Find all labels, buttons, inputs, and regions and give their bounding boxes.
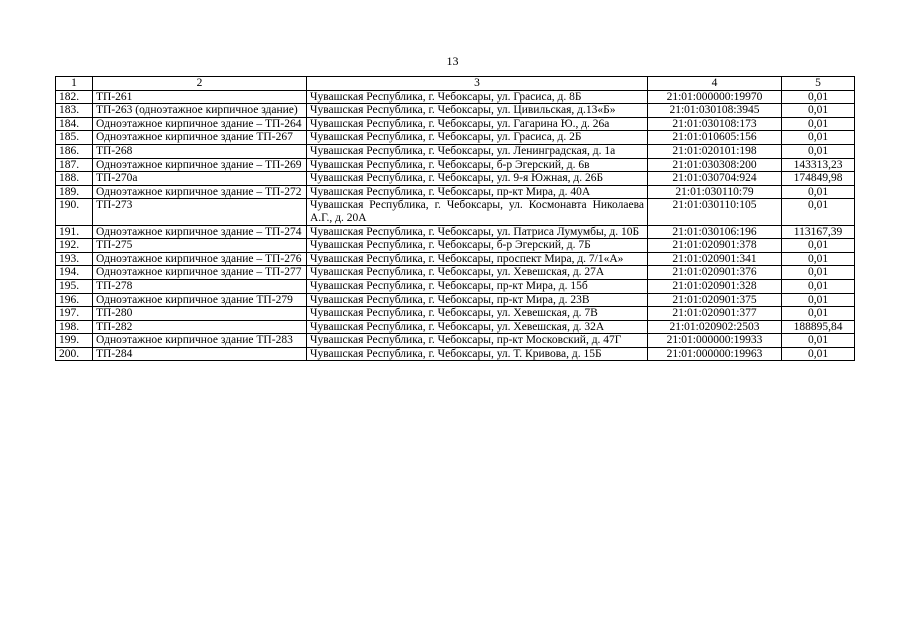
row-number: 192. [56,239,93,253]
table-row [56,320,855,334]
object-address: Чувашская Республика, г. Чебоксары, б-р Эгерский, д. 6в [307,158,648,172]
cadastral-number: 21:01:030108:173 [648,117,782,131]
column-header-4: 4 [648,77,782,91]
row-number: 198. [56,320,93,334]
row-number: 185. [56,131,93,145]
cadastral-number: 21:01:030110:105 [648,199,782,225]
object-name: Одноэтажное кирпичное здание – ТП-269 [93,158,307,172]
row-number: 189. [56,185,93,199]
cadastral-number: 21:01:000000:19963 [648,347,782,361]
cadastral-number: 21:01:020901:378 [648,239,782,253]
row-number: 186. [56,144,93,158]
row-number: 197. [56,307,93,321]
object-address: Чувашская Республика, г. Чебоксары, б-р Эгерский, д. 7Б [307,239,648,253]
object-name: ТП-270а [93,172,307,186]
cadastral-number: 21:01:030110:79 [648,185,782,199]
object-value: 0,01 [782,117,855,131]
table-row [56,131,855,145]
property-registry-table [55,76,855,361]
object-address: Чувашская Республика, г. Чебоксары, ул. 9-я Южная, д. 26Б [307,172,648,186]
object-address: Чувашская Республика, г. Чебоксары, пр-кт Московский, д. 47Г [307,334,648,348]
row-number: 193. [56,252,93,266]
object-address: Чувашская Республика, г. Чебоксары, ул. Хевешская, д. 7В [307,307,648,321]
object-value: 0,01 [782,307,855,321]
object-value: 0,01 [782,252,855,266]
page-number: 13 [446,54,459,68]
object-name: ТП-280 [93,307,307,321]
table-row [56,334,855,348]
cadastral-number: 21:01:030704:924 [648,172,782,186]
cadastral-number: 21:01:030106:196 [648,225,782,239]
row-number: 183. [56,104,93,118]
cadastral-number: 21:01:000000:19970 [648,90,782,104]
object-name: Одноэтажное кирпичное здание ТП-283 [93,334,307,348]
table-row [56,185,855,199]
object-value: 0,01 [782,104,855,118]
object-address: Чувашская Республика, г. Чебоксары, ул. Патриса Лумумбы, д. 10Б [307,225,648,239]
object-name: ТП-263 (одноэтажное кирпичное здание) [93,104,307,118]
row-number: 194. [56,266,93,280]
cadastral-number: 21:01:010605:156 [648,131,782,145]
object-name: Одноэтажное кирпичное здание – ТП-274 [93,225,307,239]
object-name: ТП-261 [93,90,307,104]
cadastral-number: 21:01:030308:200 [648,158,782,172]
object-address: Чувашская Республика, г. Чебоксары, проспект Мира, д. 7/1«А» [307,252,648,266]
cadastral-number: 21:01:020901:376 [648,266,782,280]
row-number: 199. [56,334,93,348]
object-name: Одноэтажное кирпичное здание – ТП-277 [93,266,307,280]
table-row [56,266,855,280]
row-number: 191. [56,225,93,239]
row-number: 195. [56,279,93,293]
object-name: ТП-278 [93,279,307,293]
object-name: ТП-268 [93,144,307,158]
object-address: Чувашская Республика, г. Чебоксары, ул. Грасиса, д. 2Б [307,131,648,145]
cadastral-number: 21:01:020901:377 [648,307,782,321]
table-row [56,199,855,225]
table-row [56,158,855,172]
object-address: Чувашская Республика, г. Чебоксары, ул. Т. Кривова, д. 15Б [307,347,648,361]
table-row [56,252,855,266]
column-header-5: 5 [782,77,855,91]
object-value: 0,01 [782,279,855,293]
object-name: Одноэтажное кирпичное здание ТП-279 [93,293,307,307]
object-value: 0,01 [782,239,855,253]
object-value: 0,01 [782,185,855,199]
table-row [56,239,855,253]
table-row [56,90,855,104]
object-address: Чувашская Республика, г. Чебоксары, пр-кт Мира, д. 15б [307,279,648,293]
row-number: 187. [56,158,93,172]
object-address: Чувашская Республика, г. Чебоксары, пр-кт Мира, д. 23В [307,293,648,307]
object-address: Чувашская Республика, г. Чебоксары, ул. Гагарина Ю., д. 26а [307,117,648,131]
object-name: Одноэтажное кирпичное здание – ТП-272 [93,185,307,199]
row-number: 184. [56,117,93,131]
object-value: 0,01 [782,266,855,280]
object-name: ТП-282 [93,320,307,334]
object-value: 0,01 [782,131,855,145]
object-name: Одноэтажное кирпичное здание – ТП-276 [93,252,307,266]
table-row [56,172,855,186]
row-number: 196. [56,293,93,307]
table-row [56,279,855,293]
cadastral-number: 21:01:020901:375 [648,293,782,307]
object-value: 0,01 [782,293,855,307]
object-value: 0,01 [782,199,855,225]
table-row [56,307,855,321]
table-row [56,225,855,239]
object-value: 113167,39 [782,225,855,239]
object-value: 143313,23 [782,158,855,172]
object-address: Чувашская Республика, г. Чебоксары, пр-кт Мира, д. 40А [307,185,648,199]
object-value: 0,01 [782,334,855,348]
column-header-2: 2 [93,77,307,91]
object-name: ТП-273 [93,199,307,225]
cadastral-number: 21:01:020901:341 [648,252,782,266]
row-number: 190. [56,199,93,225]
table-row [56,347,855,361]
row-number: 200. [56,347,93,361]
object-address: Чувашская Республика, г. Чебоксары, ул. Грасиса, д. 8Б [307,90,648,104]
registry-body [56,90,855,361]
object-value: 0,01 [782,144,855,158]
object-value: 188895,84 [782,320,855,334]
cadastral-number: 21:01:030108:3945 [648,104,782,118]
column-number-row [56,77,855,91]
table-row [56,117,855,131]
table-row [56,144,855,158]
object-value: 174849,98 [782,172,855,186]
object-value: 0,01 [782,90,855,104]
object-address: Чувашская Республика, г. Чебоксары, ул. Космонавта Николаева А.Г., д. 20А [307,199,648,225]
cadastral-number: 21:01:020901:328 [648,279,782,293]
row-number: 188. [56,172,93,186]
object-name: Одноэтажное кирпичное здание – ТП-264 [93,117,307,131]
cadastral-number: 21:01:020101:198 [648,144,782,158]
object-address: Чувашская Республика, г. Чебоксары, ул. Цивильская, д.13«Б» [307,104,648,118]
column-header-3: 3 [307,77,648,91]
object-address: Чувашская Республика, г. Чебоксары, ул. Хевешская, д. 32А [307,320,648,334]
column-header-1: 1 [56,77,93,91]
object-value: 0,01 [782,347,855,361]
table-row [56,293,855,307]
table-row [56,104,855,118]
object-name: ТП-284 [93,347,307,361]
object-address: Чувашская Республика, г. Чебоксары, ул. Ленинградская, д. 1а [307,144,648,158]
cadastral-number: 21:01:000000:19933 [648,334,782,348]
object-name: ТП-275 [93,239,307,253]
cadastral-number: 21:01:020902:2503 [648,320,782,334]
object-name: Одноэтажное кирпичное здание ТП-267 [93,131,307,145]
row-number: 182. [56,90,93,104]
object-address: Чувашская Республика, г. Чебоксары, ул. Хевешская, д. 27А [307,266,648,280]
